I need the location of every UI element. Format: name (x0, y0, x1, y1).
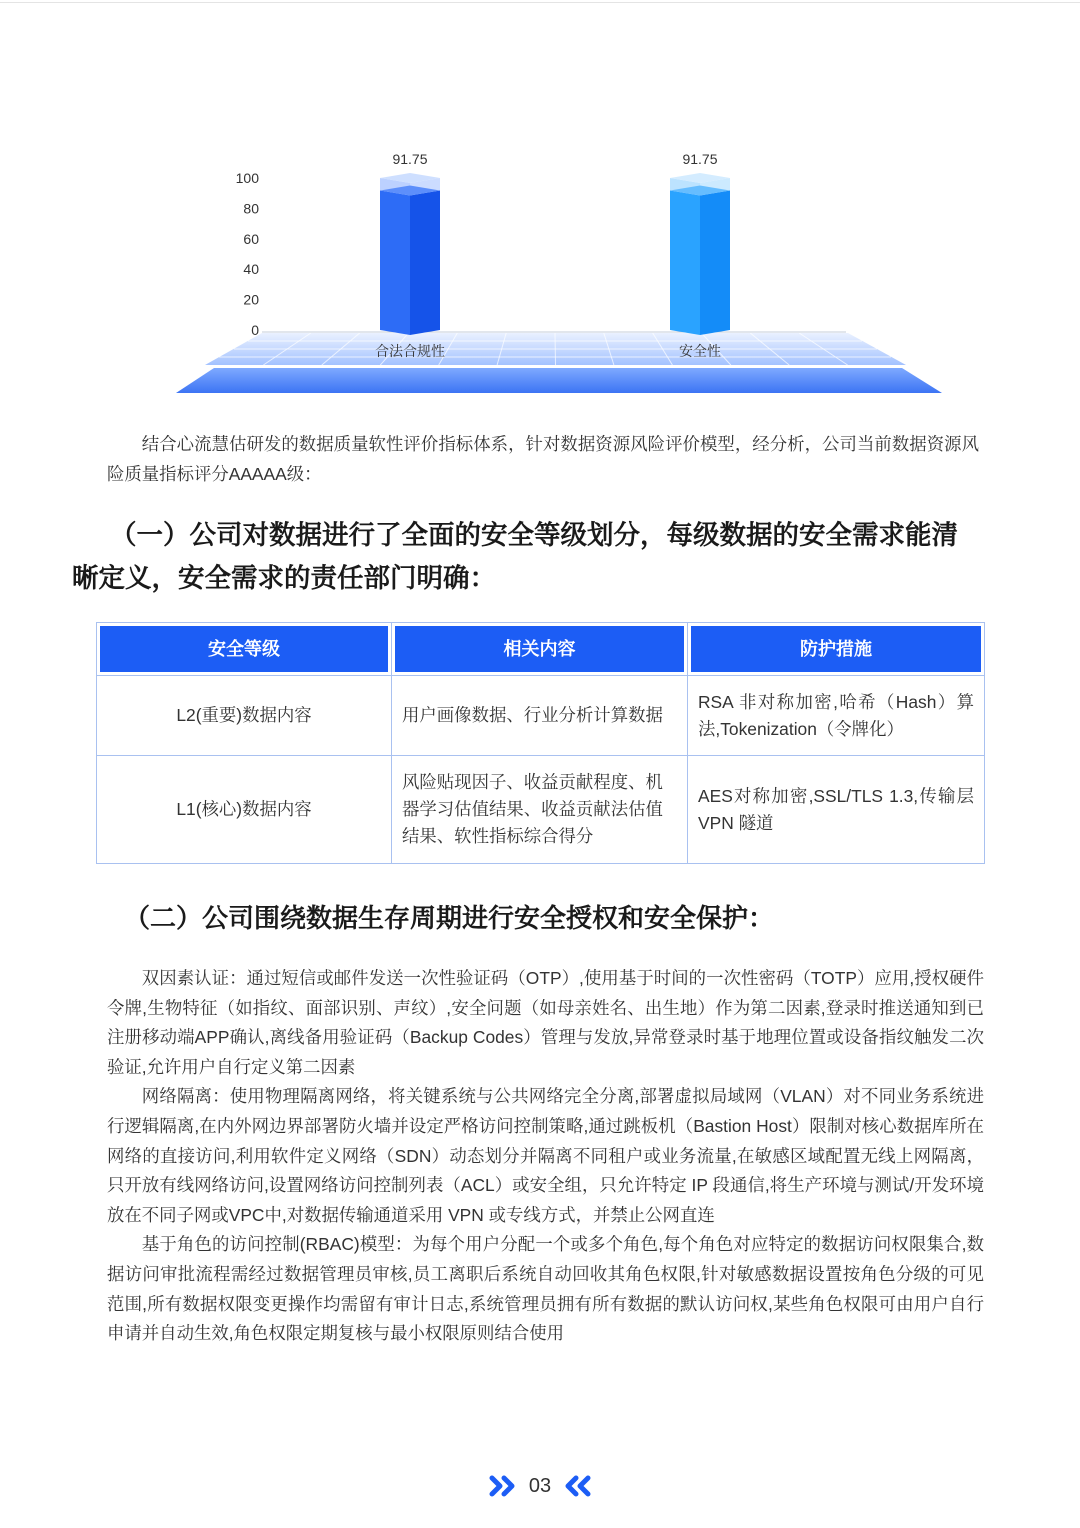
bar-right-face (700, 191, 730, 336)
x-category-label: 安全性 (679, 343, 721, 359)
bar (375, 151, 445, 359)
table-row (97, 756, 985, 864)
paragraph-two-factor-auth: 双因素认证：通过短信或邮件发送一次性验证码（OTP）,使用基于时间的一次性密码（TOTP）应用,授权硬件令牌,生物特征（如指纹、面部识别、声纹）,安全问题（如母亲姓名、出生地）作为第二因素,登录时推送通知到已注册移动端APP确认,离线备用验证码（Backup Codes）管理与发放,异常登录时基于地理位置或设备指纹触发二次验证,允许用户自行定义第二因素 (107, 968, 984, 1077)
header-label: 相关内容 (395, 626, 684, 672)
floor-front-band (176, 368, 942, 393)
y-tick-label: 100 (235, 170, 259, 186)
section2-heading: （二）公司围绕数据生存周期进行安全授权和安全保护： (124, 903, 775, 933)
paragraph-rbac-model: 基于角色的访问控制(RBAC)模型：为每个用户分配一个或多个角色,每个角色对应特定的数据访问权限集合,数据访问审批流程需经过数据管理员审核,员工离职后系统自动回收其角色权限,针对敏感数据设置按角色分级的可见范围,所有数据权限变更操作均需留有审计日志,系统管理员拥有所有数据的默认访问权,某些角色权限可由用户自行申请并自动生效,角色权限定期复核与最小权限原则结合使用 (107, 1234, 984, 1344)
page-number: 03 (528, 1475, 552, 1497)
cell-protection-measures: AES对称加密,SSL/TLS 1.3,传输层 VPN 隧道 (688, 756, 985, 864)
header-cell-security-level (97, 623, 392, 676)
header-label: 安全等级 (100, 626, 388, 672)
intro-paragraph: 结合心流慧估研发的数据质量软性评价指标体系，针对数据资源风险评价模型，经分析，公司当前数据资源风险质量指标评分AAAAA级： (107, 434, 979, 484)
section1-heading: （一）公司对数据进行了全面的安全等级划分，每级数据的安全需求能清晰定义，安全需求的责任部门明确： (72, 520, 958, 593)
bar (670, 151, 730, 359)
double-chevron-left-icon (563, 1475, 591, 1497)
bar-right-face (410, 191, 440, 336)
security-level-table (96, 622, 984, 864)
cell-related-content: 风险贴现因子、收益贡献程度、机器学习估值结果、收益贡献法估值结果、软性指标综合得分 (392, 756, 688, 864)
y-tick-label: 80 (243, 200, 259, 217)
page-footer (0, 1471, 1080, 1501)
header-label: 防护措施 (691, 626, 981, 672)
section2-body (107, 964, 984, 1349)
table (96, 622, 985, 864)
y-tick-label: 60 (243, 230, 259, 247)
y-axis-ticks (236, 170, 260, 338)
cell-related-content: 用户画像数据、行业分析计算数据 (392, 676, 688, 756)
bar-left-face (670, 191, 700, 336)
chart-floor (176, 333, 942, 393)
bar-value-label: 91.75 (682, 151, 718, 167)
y-tick-label: 0 (251, 322, 259, 338)
table-header-row (97, 623, 985, 676)
header-cell-related-content (392, 623, 688, 676)
bar-left-face (380, 191, 410, 336)
paragraph-network-isolation: 网络隔离：使用物理隔离网络，将关键系统与公共网络完全分离,部署虚拟局域网（VLAN）对不同业务系统进行逻辑隔离,在内外网边界部署防火墙并设定严格访问控制策略,通过跳板机（Bastion Host）限制对核心数据库所在网络的直接访问,利用软件定义网络（SDN）动态划分并隔离不同租户或业务流量,在敏感区域配置无线上网隔离，只开放有线网络访问,设置网络访问控制列表（ACL）或安全组，只允许特定 IP 段通信,将生产环境与测试/开发环境放在不同子网或VPC中,对数据传输通道采用 VPN 或专线方式，并禁止公网直连 (107, 1086, 984, 1225)
bar-chart (0, 0, 1080, 400)
bars (375, 151, 730, 359)
header-cell-protection-measures (688, 623, 985, 676)
double-chevron-right-icon (489, 1475, 517, 1497)
y-tick-label: 20 (243, 291, 259, 308)
y-tick-label: 40 (243, 261, 259, 278)
cell-security-level: L2(重要)数据内容 (97, 676, 392, 756)
bar-value-label: 91.75 (392, 151, 428, 167)
x-category-label: 合法合规性 (375, 343, 445, 359)
table-row (97, 676, 985, 756)
cell-protection-measures: RSA 非对称加密,哈希（Hash）算法,Tokenization（令牌化） (688, 676, 985, 756)
cell-security-level: L1(核心)数据内容 (97, 756, 392, 864)
